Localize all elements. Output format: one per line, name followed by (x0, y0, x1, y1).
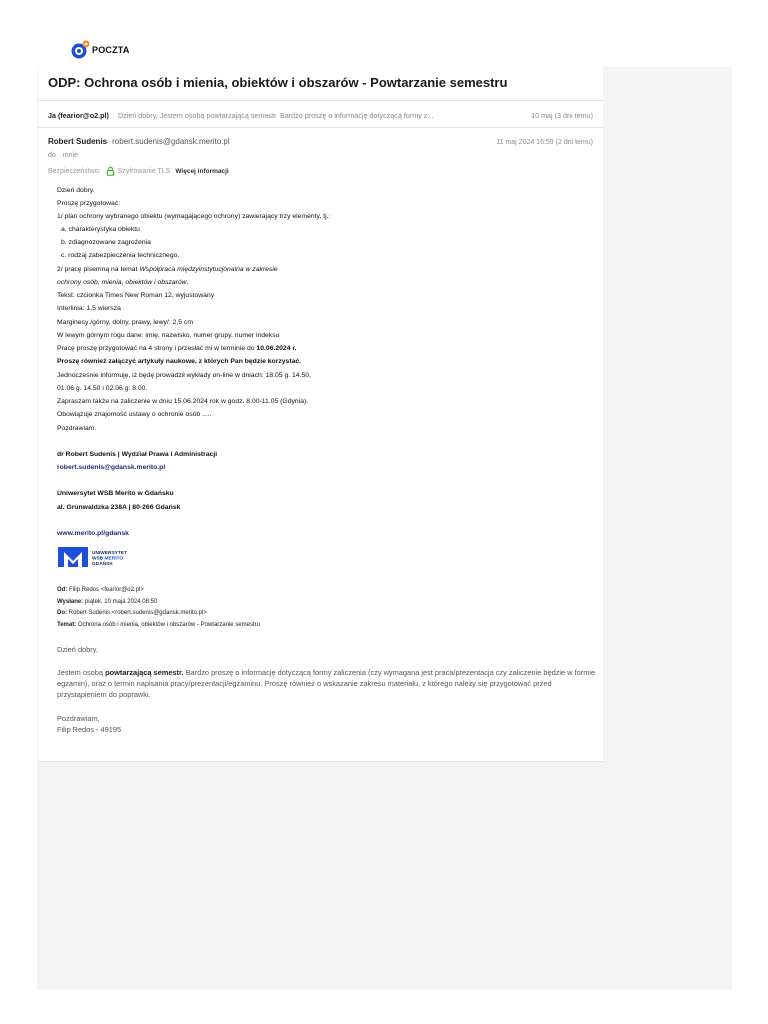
more-info-link[interactable]: Więcej informacji (175, 167, 229, 175)
body-line (57, 276, 577, 289)
quoted-greeting: Dzień dobry, (57, 645, 98, 654)
poczta-logo-icon (70, 40, 90, 60)
quoted-sent (57, 597, 157, 609)
signature-website-link[interactable]: www.merito.pl/gdansk (57, 530, 129, 537)
message-date: 11 maj 2024 16:59 (2 dni temu) (496, 139, 593, 146)
body-line: 01.06 g. 14.50 i 02.06 g. 8.00. (57, 385, 148, 392)
quoted-signoff: Filip Redos - 49195 (57, 725, 122, 734)
quoted-from (57, 585, 144, 597)
divider (38, 127, 603, 128)
body-text: 2/ pracę pisemną na temat (57, 266, 140, 273)
quoted-paragraph (57, 667, 597, 700)
security-label: Bezpieczeństwo: (48, 167, 101, 175)
body-line: c. rodzaj zabezpieczenia technicznego. (61, 252, 180, 259)
body-line: Zapraszam także na zaliczenie w dniu 15.06.2024 rok w godz. 8.00-11.05 (Gdynia). (57, 398, 309, 405)
logo-line-2 (92, 556, 123, 562)
body-line: 1/ plan ochrony wybranego obiektu (wymagającego ochrony) zawierający trzy elementy, tj.: (57, 213, 331, 220)
quoted-emphasis: powtarzającą semestr. (105, 668, 184, 677)
lock-icon (106, 166, 115, 176)
body-line: b. zdiagnozowane zagrożenia (61, 239, 151, 246)
merito-logo-icon (57, 546, 141, 568)
recipient-row (48, 152, 78, 159)
security-value: Szyfrowanie TLS (117, 167, 171, 175)
body-line (57, 263, 577, 276)
logo-line-2a: WSB (92, 556, 105, 562)
to-label: do (48, 152, 56, 159)
divider (38, 100, 603, 101)
body-text: Pracę proszę przygotować na 4 strony i przesłać mi w terminie do (57, 345, 257, 352)
deadline-text: 10.06.2024 r. (256, 345, 297, 352)
body-line: a. charakterystyka obiektu (61, 226, 140, 233)
logo-line-3: GDAŃSK (92, 562, 113, 567)
quoted-closing: Pozdrawiam, (57, 714, 100, 723)
quoted-subject (57, 620, 260, 632)
body-text: . (186, 279, 189, 286)
quoted-to-label: Do: (57, 610, 67, 616)
body-line: W lewym górnym rogu dane: imię, nazwisko, numer grupy, numer indeksu (57, 332, 280, 339)
quoted-sent-value: piątek, 10 maja 2024 08:50 (83, 599, 158, 605)
logo-line-2b: MERITO (104, 556, 124, 562)
quoted-to-value: Robert Sudenis <robert.sudenis@gdansk.merito.pl> (67, 610, 207, 616)
sender-email[interactable]: robert.sudenis@gdansk.merito.pl (112, 137, 230, 146)
security-row (48, 166, 229, 176)
email-subject: ODP: Ochrona osób i mienia, obiektów i obszarów - Powtarzanie semestru (48, 75, 508, 90)
body-line: Tekst: czcionka Times New Roman 12, wyjustowany (57, 292, 215, 299)
body-line: Obowiązuje znajomość ustawy o ochronie osób ..... (57, 411, 212, 418)
signature-email-link[interactable]: robert.sudenis@gdansk.merito.pl (57, 464, 166, 471)
app-header (0, 0, 768, 67)
previous-sender: Ja (fearior@o2.pl) (48, 110, 109, 120)
quoted-to (57, 608, 207, 620)
merito-logo (57, 546, 141, 568)
sender-name[interactable]: Robert Sudenis (48, 137, 108, 146)
quoted-from-value: Filip Redos <fearior@o2.pl> (67, 587, 144, 593)
quoted-text: Jestem osobą (57, 668, 106, 677)
poczta-logo[interactable] (70, 40, 130, 60)
email-thread (38, 67, 603, 762)
message-header (48, 137, 593, 146)
body-line: Dzień dobry. (57, 187, 95, 194)
quoted-sent-label: Wysłane: (57, 599, 84, 605)
body-line: Proszę przygotować: (57, 200, 121, 207)
topic-text: Współpraca międzyinstytucjonalna w zakresie (139, 266, 278, 273)
topic-text: ochrony osób, mienia, obiektów i obszarów (57, 279, 187, 286)
quoted-subject-value: Ochrona osób i mienia, obiektów i obszarów - Powtarzanie semestru (76, 622, 260, 628)
previous-snippet: Dzień dobry, Jestem osobą powtarzającą semestr. Bardzo proszę o informację dotyczącą formy z... (117, 110, 434, 120)
quoted-from-label: Od: (57, 587, 68, 593)
previous-date: 10 maj (3 dni temu) (531, 110, 593, 120)
to-value[interactable]: mnie (62, 152, 78, 159)
body-line: Marginesy /górny, dolny, prawy, lewy/: 2,5 cm (57, 319, 193, 326)
body-line: Proszę również załączyć artykuły naukowe, z których Pan będzie korzystać. (57, 358, 302, 365)
signature-university: Uniwersytet WSB Merito w Gdańsku (57, 490, 174, 497)
body-line (57, 342, 577, 355)
quoted-subject-label: Temat: (57, 622, 77, 628)
body-line: Interlinia: 1,5 wiersza (57, 305, 121, 312)
quoted-text: Bardzo proszę o informację dotyczącą formy zaliczenia (czy wymagana jest praca/prezentacja czy zaliczenie będzie w formie egzamin), oraz o termin napisania pracy/prezentacji/egzaminu. Proszę również o wskazanie zakresu materiału, z którego należy się przygotować przed przystąpieniem do poprawki. (57, 668, 596, 699)
signature-address: al. Grunwaldzka 238A | 80-266 Gdańsk (57, 504, 181, 511)
previous-message-row[interactable] (48, 108, 593, 122)
body-line: Jednocześnie informuję, iż będę prowadził wykłady on-line w dniach: 18.05 g. 14.50, (57, 372, 311, 379)
body-line: Pozdrawiam. (57, 425, 97, 432)
logo-line-1: UNIWERSYTET (92, 551, 127, 556)
logo-text: POCZTA (92, 45, 130, 55)
signature-name: dr Robert Sudenis | Wydział Prawa i Administracji (57, 451, 218, 458)
